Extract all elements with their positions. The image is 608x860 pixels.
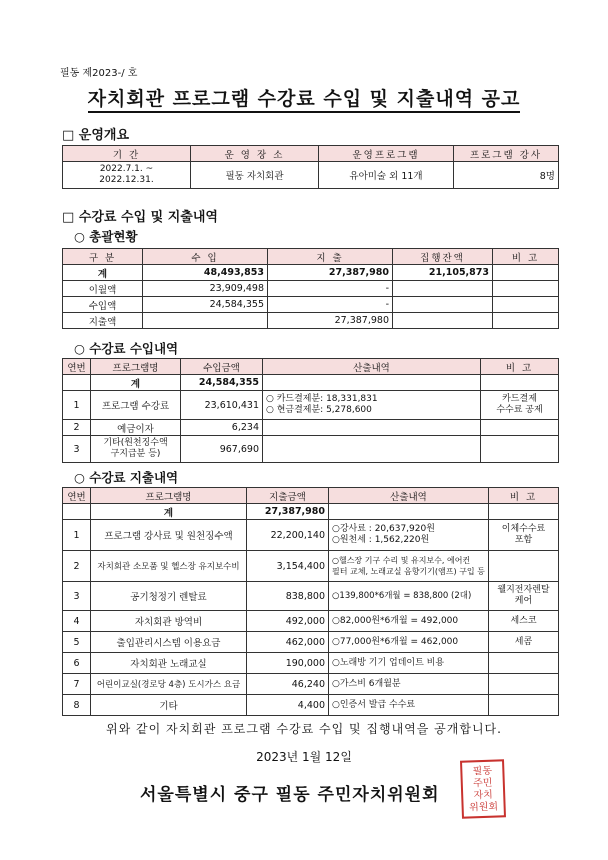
header-cell: 수입금액 bbox=[181, 359, 263, 375]
place-cell: 필동 자치회관 bbox=[191, 162, 319, 189]
amount: 6,234 bbox=[181, 420, 263, 436]
balance-value bbox=[393, 297, 493, 313]
program-name: 출입관리시스템 이용요금 bbox=[91, 632, 247, 653]
detail-line: ○139,800*6개월 = 838,800 (2대) bbox=[332, 590, 472, 601]
table-row bbox=[63, 674, 559, 695]
header-cell: 지 출 bbox=[268, 249, 393, 265]
overview-table bbox=[62, 145, 559, 189]
summary-row-income bbox=[63, 297, 559, 313]
detail-cell bbox=[329, 582, 489, 611]
expense-header-row bbox=[63, 488, 559, 504]
program-name: 자치회관 노래교실 bbox=[91, 653, 247, 674]
header-cell: 지출금액 bbox=[247, 488, 329, 504]
header-cell: 비 고 bbox=[493, 249, 559, 265]
row-number: 2 bbox=[63, 420, 91, 436]
note-line: 포함 bbox=[514, 535, 533, 545]
disclosure-statement: 위와 같이 자치회관 프로그램 수강료 수입 및 집행내역을 공개합니다. bbox=[106, 722, 502, 736]
note-line: 세스코 bbox=[489, 611, 559, 632]
table-row bbox=[63, 611, 559, 632]
row-number: 3 bbox=[63, 582, 91, 611]
note-line bbox=[489, 674, 559, 695]
note-cell bbox=[481, 391, 559, 420]
amount: 46,240 bbox=[247, 674, 329, 695]
header-cell: 연번 bbox=[63, 488, 91, 504]
income-value: 24,584,355 bbox=[143, 297, 268, 313]
summary-row-total bbox=[63, 265, 559, 281]
header-cell: 프로그램명 bbox=[91, 359, 181, 375]
detail-line: ○강사료 : 20,637,920원 bbox=[332, 524, 435, 534]
period-cell bbox=[63, 162, 191, 189]
note-line: 카드결제 bbox=[502, 394, 537, 404]
row-number: 7 bbox=[63, 674, 91, 695]
row-label: 계 bbox=[63, 265, 143, 281]
note-line: 웰지전자렌탈 bbox=[497, 585, 550, 595]
page-title-text: 자치회관 프로그램 수강료 수입 및 지출내역 공고 bbox=[88, 88, 521, 113]
overview-header-row bbox=[63, 146, 559, 162]
total-label: 계 bbox=[91, 375, 181, 391]
balance-value bbox=[393, 313, 493, 329]
amount: 3,154,400 bbox=[247, 551, 329, 582]
detail-line: ○원천세 : 1,562,220원 bbox=[332, 535, 430, 545]
income-heading: ○ 수강료 수입내역 bbox=[74, 341, 179, 356]
detail-cell bbox=[329, 520, 489, 551]
detail-line: ○인증서 발급 수수료 bbox=[329, 695, 489, 716]
announcement-date: 2023년 1월 12일 bbox=[256, 750, 352, 764]
overview-row bbox=[63, 162, 559, 189]
detail-line: ○헬스장 기구 수리 및 유지보수, 에어컨 bbox=[332, 556, 471, 565]
expense-table bbox=[62, 487, 559, 716]
note-line: 세콤 bbox=[489, 632, 559, 653]
detail-line: ○노래방 기기 업데이트 비용 bbox=[329, 653, 489, 674]
header-cell: 비 고 bbox=[481, 359, 559, 375]
amount: 23,610,431 bbox=[181, 391, 263, 420]
header-cell: 운영프로그램 bbox=[319, 146, 454, 162]
header-cell: 비 고 bbox=[489, 488, 559, 504]
program-name: 프로그램 수강료 bbox=[91, 391, 181, 420]
row-number: 3 bbox=[63, 436, 91, 463]
program-name: 어린이교실(경로당 4층) 도시가스 요금 bbox=[91, 674, 247, 695]
table-row bbox=[63, 391, 559, 420]
row-number: 8 bbox=[63, 695, 91, 716]
note-line bbox=[489, 695, 559, 716]
program-name-cell bbox=[91, 436, 181, 463]
detail-line: 필터 교체, 노래교실 음향기기(앰프) 구입 등 bbox=[332, 567, 485, 576]
program-name: 기타 bbox=[91, 695, 247, 716]
table-row bbox=[63, 695, 559, 716]
amount: 22,200,140 bbox=[247, 520, 329, 551]
note-value bbox=[493, 281, 559, 297]
program-name: 자치회관 방역비 bbox=[91, 611, 247, 632]
expense-value: - bbox=[268, 281, 393, 297]
row-number: 1 bbox=[63, 520, 91, 551]
header-cell: 운 영 장 소 bbox=[191, 146, 319, 162]
note-line: 이체수수료 bbox=[501, 524, 546, 534]
note-value bbox=[493, 297, 559, 313]
amount: 462,000 bbox=[247, 632, 329, 653]
table-row bbox=[63, 520, 559, 551]
header-cell: 기 간 bbox=[63, 146, 191, 162]
row-number: 2 bbox=[63, 551, 91, 582]
detail-cell bbox=[329, 551, 489, 582]
header-cell: 집행잔액 bbox=[393, 249, 493, 265]
table-row bbox=[63, 632, 559, 653]
summary-row-carryover bbox=[63, 281, 559, 297]
income-value bbox=[143, 313, 268, 329]
income-value: 23,909,498 bbox=[143, 281, 268, 297]
program-name: 공기청정기 렌탈료 bbox=[91, 582, 247, 611]
income-header-row bbox=[63, 359, 559, 375]
row-number: 5 bbox=[63, 632, 91, 653]
amount: 967,690 bbox=[181, 436, 263, 463]
income-total-row bbox=[63, 375, 559, 391]
note-line: 케어 bbox=[514, 596, 533, 606]
table-row bbox=[63, 582, 559, 611]
detail-line: ○가스비 6개월분 bbox=[329, 674, 489, 695]
program-name: 프로그램 강사료 및 원천징수액 bbox=[91, 520, 247, 551]
row-label: 수입액 bbox=[63, 297, 143, 313]
note-value bbox=[493, 313, 559, 329]
instructors-cell: 8명 bbox=[454, 162, 559, 189]
total-amount: 24,584,355 bbox=[181, 375, 263, 391]
program-name-cont: 구지급분 등) bbox=[110, 449, 161, 459]
header-cell: 산출내역 bbox=[263, 359, 481, 375]
balance-value: 21,105,873 bbox=[393, 265, 493, 281]
note-line: 수수료 공제 bbox=[496, 405, 543, 415]
income-table bbox=[62, 358, 559, 463]
total-amount: 27,387,980 bbox=[247, 504, 329, 520]
note-line bbox=[489, 653, 559, 674]
amount: 838,800 bbox=[247, 582, 329, 611]
detail-line: ○ 현금결제분: 5,278,600 bbox=[266, 405, 372, 415]
note-value bbox=[493, 265, 559, 281]
header-cell: 프로그램 강사 bbox=[454, 146, 559, 162]
detail-line: ○82,000원*6개월 = 492,000 bbox=[329, 611, 489, 632]
amount: 190,000 bbox=[247, 653, 329, 674]
detail-line: ○ 카드결제분: 18,331,831 bbox=[266, 394, 378, 404]
expense-value: - bbox=[268, 297, 393, 313]
table-row bbox=[63, 551, 559, 582]
document-number: 필동 제2023-/ 호 bbox=[60, 68, 138, 79]
row-number: 1 bbox=[63, 391, 91, 420]
row-number: 4 bbox=[63, 611, 91, 632]
table-row bbox=[63, 436, 559, 463]
period-end: 2022.12.31. bbox=[99, 175, 154, 185]
summary-table bbox=[62, 248, 559, 329]
page-title bbox=[0, 84, 608, 111]
period-start: 2022.7.1. ~ bbox=[99, 164, 154, 174]
detail-line: ○77,000원*6개월 = 462,000 bbox=[329, 632, 489, 653]
official-seal-stamp: 필동 주민 자치 위원회 bbox=[460, 759, 506, 819]
table-row bbox=[63, 420, 559, 436]
header-cell: 프로그램명 bbox=[91, 488, 247, 504]
amount: 4,400 bbox=[247, 695, 329, 716]
expense-value: 27,387,980 bbox=[268, 313, 393, 329]
balance-value bbox=[393, 281, 493, 297]
note-cell bbox=[489, 582, 559, 611]
total-label: 계 bbox=[91, 504, 247, 520]
expense-value: 27,387,980 bbox=[268, 265, 393, 281]
amount: 492,000 bbox=[247, 611, 329, 632]
program-name: 자치회관 소모품 및 헬스장 유지보수비 bbox=[91, 551, 247, 582]
note-cell bbox=[489, 520, 559, 551]
program-name: 기타(원천징수액 bbox=[103, 438, 168, 448]
expense-heading: ○ 수강료 지출내역 bbox=[74, 470, 179, 485]
row-number: 6 bbox=[63, 653, 91, 674]
row-label: 이월액 bbox=[63, 281, 143, 297]
section-income-expense-heading: □ 수강료 수입 및 지출내역 bbox=[62, 210, 218, 225]
section-overview-heading: □ 운영개요 bbox=[62, 128, 130, 143]
summary-row-expense bbox=[63, 313, 559, 329]
header-cell: 구 분 bbox=[63, 249, 143, 265]
note-cell bbox=[489, 551, 559, 582]
header-cell: 산출내역 bbox=[329, 488, 489, 504]
summary-header-row bbox=[63, 249, 559, 265]
programs-cell: 유아미술 외 11개 bbox=[319, 162, 454, 189]
detail-cell bbox=[263, 391, 481, 420]
summary-heading: ○ 총괄현황 bbox=[74, 229, 138, 244]
expense-total-row bbox=[63, 504, 559, 520]
header-cell: 연번 bbox=[63, 359, 91, 375]
program-name: 예금이자 bbox=[91, 420, 181, 436]
table-row bbox=[63, 653, 559, 674]
income-value: 48,493,853 bbox=[143, 265, 268, 281]
row-label: 지출액 bbox=[63, 313, 143, 329]
header-cell: 수 입 bbox=[143, 249, 268, 265]
organization-name: 서울특별시 중구 필동 주민자치위원회 bbox=[140, 785, 440, 805]
